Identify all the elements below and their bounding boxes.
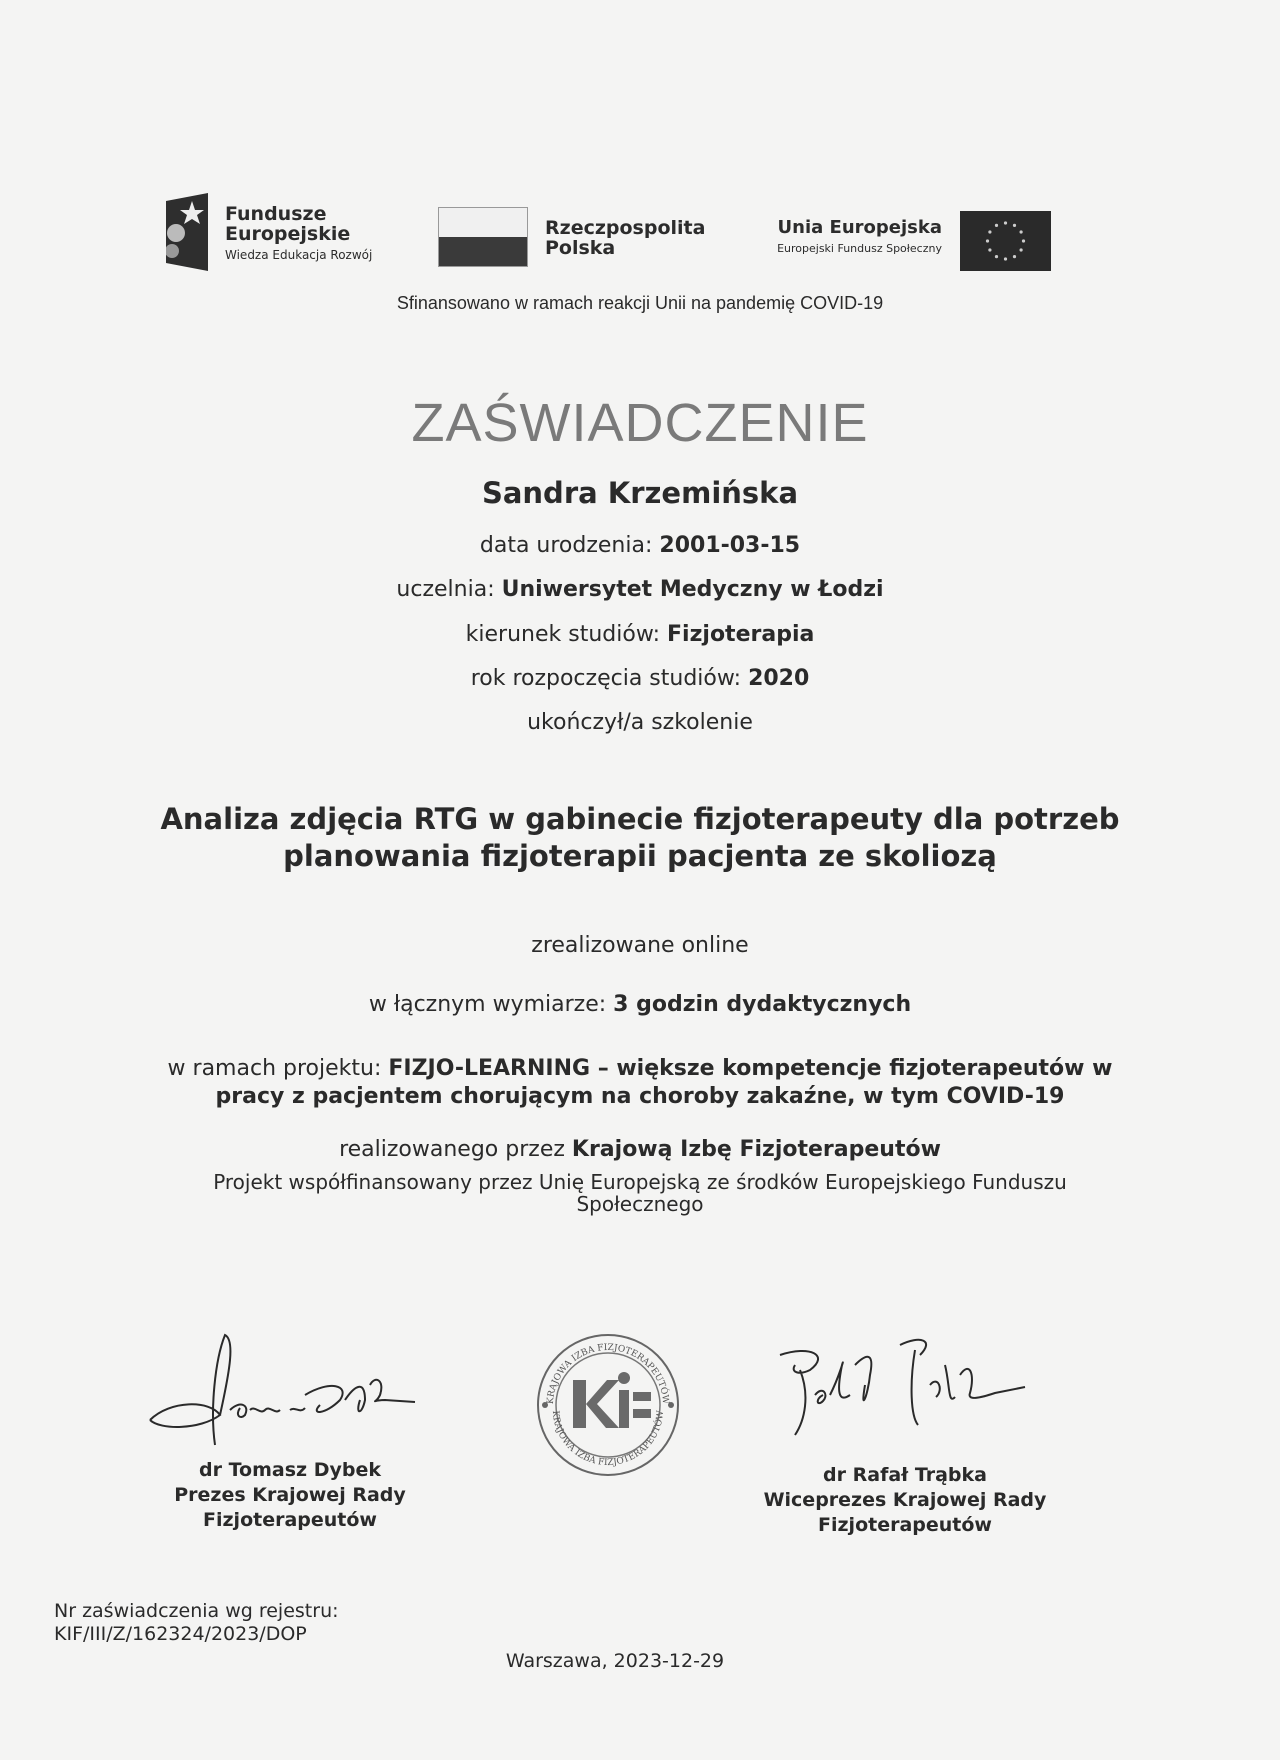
- project-row1: [0, 1056, 1280, 1081]
- university-row: [0, 577, 1280, 602]
- registry-block: [54, 1600, 339, 1646]
- eu-star: [986, 239, 989, 242]
- project-label: w ramach projektu:: [167, 1056, 389, 1081]
- signatory-right-role2: Fizjoterapeutów: [818, 1514, 992, 1536]
- field-row: [0, 622, 1280, 647]
- signature-right-icon: [770, 1325, 1040, 1445]
- cofinancing-line1: Projekt współfinansowany przez Unię Europejską ze środków Europejskiego Funduszu: [213, 1170, 1067, 1194]
- fe-logo-name: [225, 205, 372, 261]
- polish-flag-icon: [438, 207, 528, 267]
- hours-value: 3 godzin dydaktycznych: [613, 992, 912, 1017]
- funding-note: Sfinansowano w ramach reakcji Unii na pandemię COVID-19: [396, 293, 884, 313]
- fe-line2: Europejskie: [225, 222, 351, 245]
- svg-text:KRAJOWA IZBA FIZJOTERAPEUTÓW: KRAJOWA IZBA FIZJOTERAPEUTÓW: [545, 1342, 671, 1405]
- eu-star: [1013, 224, 1016, 227]
- rp-line1: Rzeczpospolita: [545, 217, 706, 239]
- birth-label: data urodzenia:: [479, 533, 660, 558]
- signature-left-icon: [140, 1330, 440, 1450]
- eu-star: [1019, 230, 1022, 233]
- rp-logo-name: [545, 219, 705, 259]
- fe-line1: Fundusze: [225, 203, 327, 225]
- signatory-left-role1: Prezes Krajowej Rady: [174, 1484, 406, 1506]
- signatory-right: [740, 1463, 1070, 1538]
- eu-star: [988, 248, 991, 251]
- year-label: rok rozpoczęcia studiów:: [470, 666, 749, 691]
- eu-star: [1004, 257, 1007, 260]
- eu-flag-icon: [960, 211, 1051, 271]
- kif-stamp-icon: [533, 1330, 683, 1480]
- signatory-right-name: dr Rafał Trąbka: [823, 1464, 987, 1486]
- eu-star: [995, 255, 998, 258]
- completed-text: ukończył/a szkolenie: [527, 710, 753, 735]
- place-date: Warszawa, 2023-12-29: [505, 1650, 725, 1672]
- project-name-1: FIZJO-LEARNING – większe kompetencje fizjoterapeutów w: [388, 1056, 1113, 1081]
- field-label: kierunek studiów:: [465, 622, 668, 647]
- eu-star: [1022, 239, 1025, 242]
- birth-date-row: [0, 533, 1280, 558]
- fundusze-europejskie-logo-icon: [166, 193, 208, 271]
- course-title-line2: planowania fizjoterapii pacjenta ze skoliozą: [283, 839, 997, 873]
- cofinancing-line2: Społecznego: [576, 1192, 704, 1216]
- ue-logo-name: [740, 219, 942, 254]
- realized-by-value: Krajową Izbę Fizjoterapeutów: [571, 1137, 941, 1162]
- eu-star: [1004, 221, 1007, 224]
- recipient-name: Sandra Krzemińska: [481, 476, 799, 510]
- mode-text: zrealizowane online: [531, 933, 749, 958]
- eu-star: [988, 230, 991, 233]
- realized-by-row: [0, 1137, 1280, 1162]
- realized-by-label: realizowanego przez: [339, 1137, 572, 1162]
- signatory-left-name: dr Tomasz Dybek: [199, 1459, 381, 1481]
- eu-star: [995, 224, 998, 227]
- field-value: Fizjoterapia: [667, 622, 815, 647]
- uni-label: uczelnia:: [396, 577, 502, 602]
- ue-title: Unia Europejska: [777, 217, 942, 238]
- eu-star: [1019, 248, 1022, 251]
- signatory-left-role2: Fizjoterapeutów: [203, 1509, 377, 1531]
- registry-label: Nr zaświadczenia wg rejestru:: [54, 1600, 339, 1622]
- fe-sub: Wiedza Edukacja Rozwój: [225, 247, 373, 262]
- signatory-right-role1: Wiceprezes Krajowej Rady: [763, 1489, 1047, 1511]
- signatory-left: [130, 1458, 450, 1533]
- birth-value: 2001-03-15: [659, 533, 801, 558]
- eu-star: [1013, 255, 1016, 258]
- svg-text:KRAJOWA IZBA FIZJOTERAPEUTÓW: KRAJOWA IZBA FIZJOTERAPEUTÓW: [549, 1410, 667, 1469]
- project-name-2: pracy z pacjentem chorującym na choroby zakaźne, w tym COVID-19: [215, 1084, 1065, 1109]
- document-title: ZAŚWIADCZENIE: [411, 393, 869, 453]
- year-row: [0, 666, 1280, 691]
- year-value: 2020: [748, 666, 810, 691]
- hours-label: w łącznym wymiarze:: [368, 992, 614, 1017]
- course-title-line1: Analiza zdjęcia RTG w gabinecie fizjoterapeuty dla potrzeb: [160, 802, 1120, 836]
- rp-line2: Polska: [545, 236, 616, 259]
- registry-number: KIF/III/Z/162324/2023/DOP: [54, 1623, 307, 1645]
- hours-row: [0, 992, 1280, 1017]
- uni-value: Uniwersytet Medyczny w Łodzi: [501, 577, 884, 602]
- ue-sub: Europejski Fundusz Społeczny: [777, 241, 942, 255]
